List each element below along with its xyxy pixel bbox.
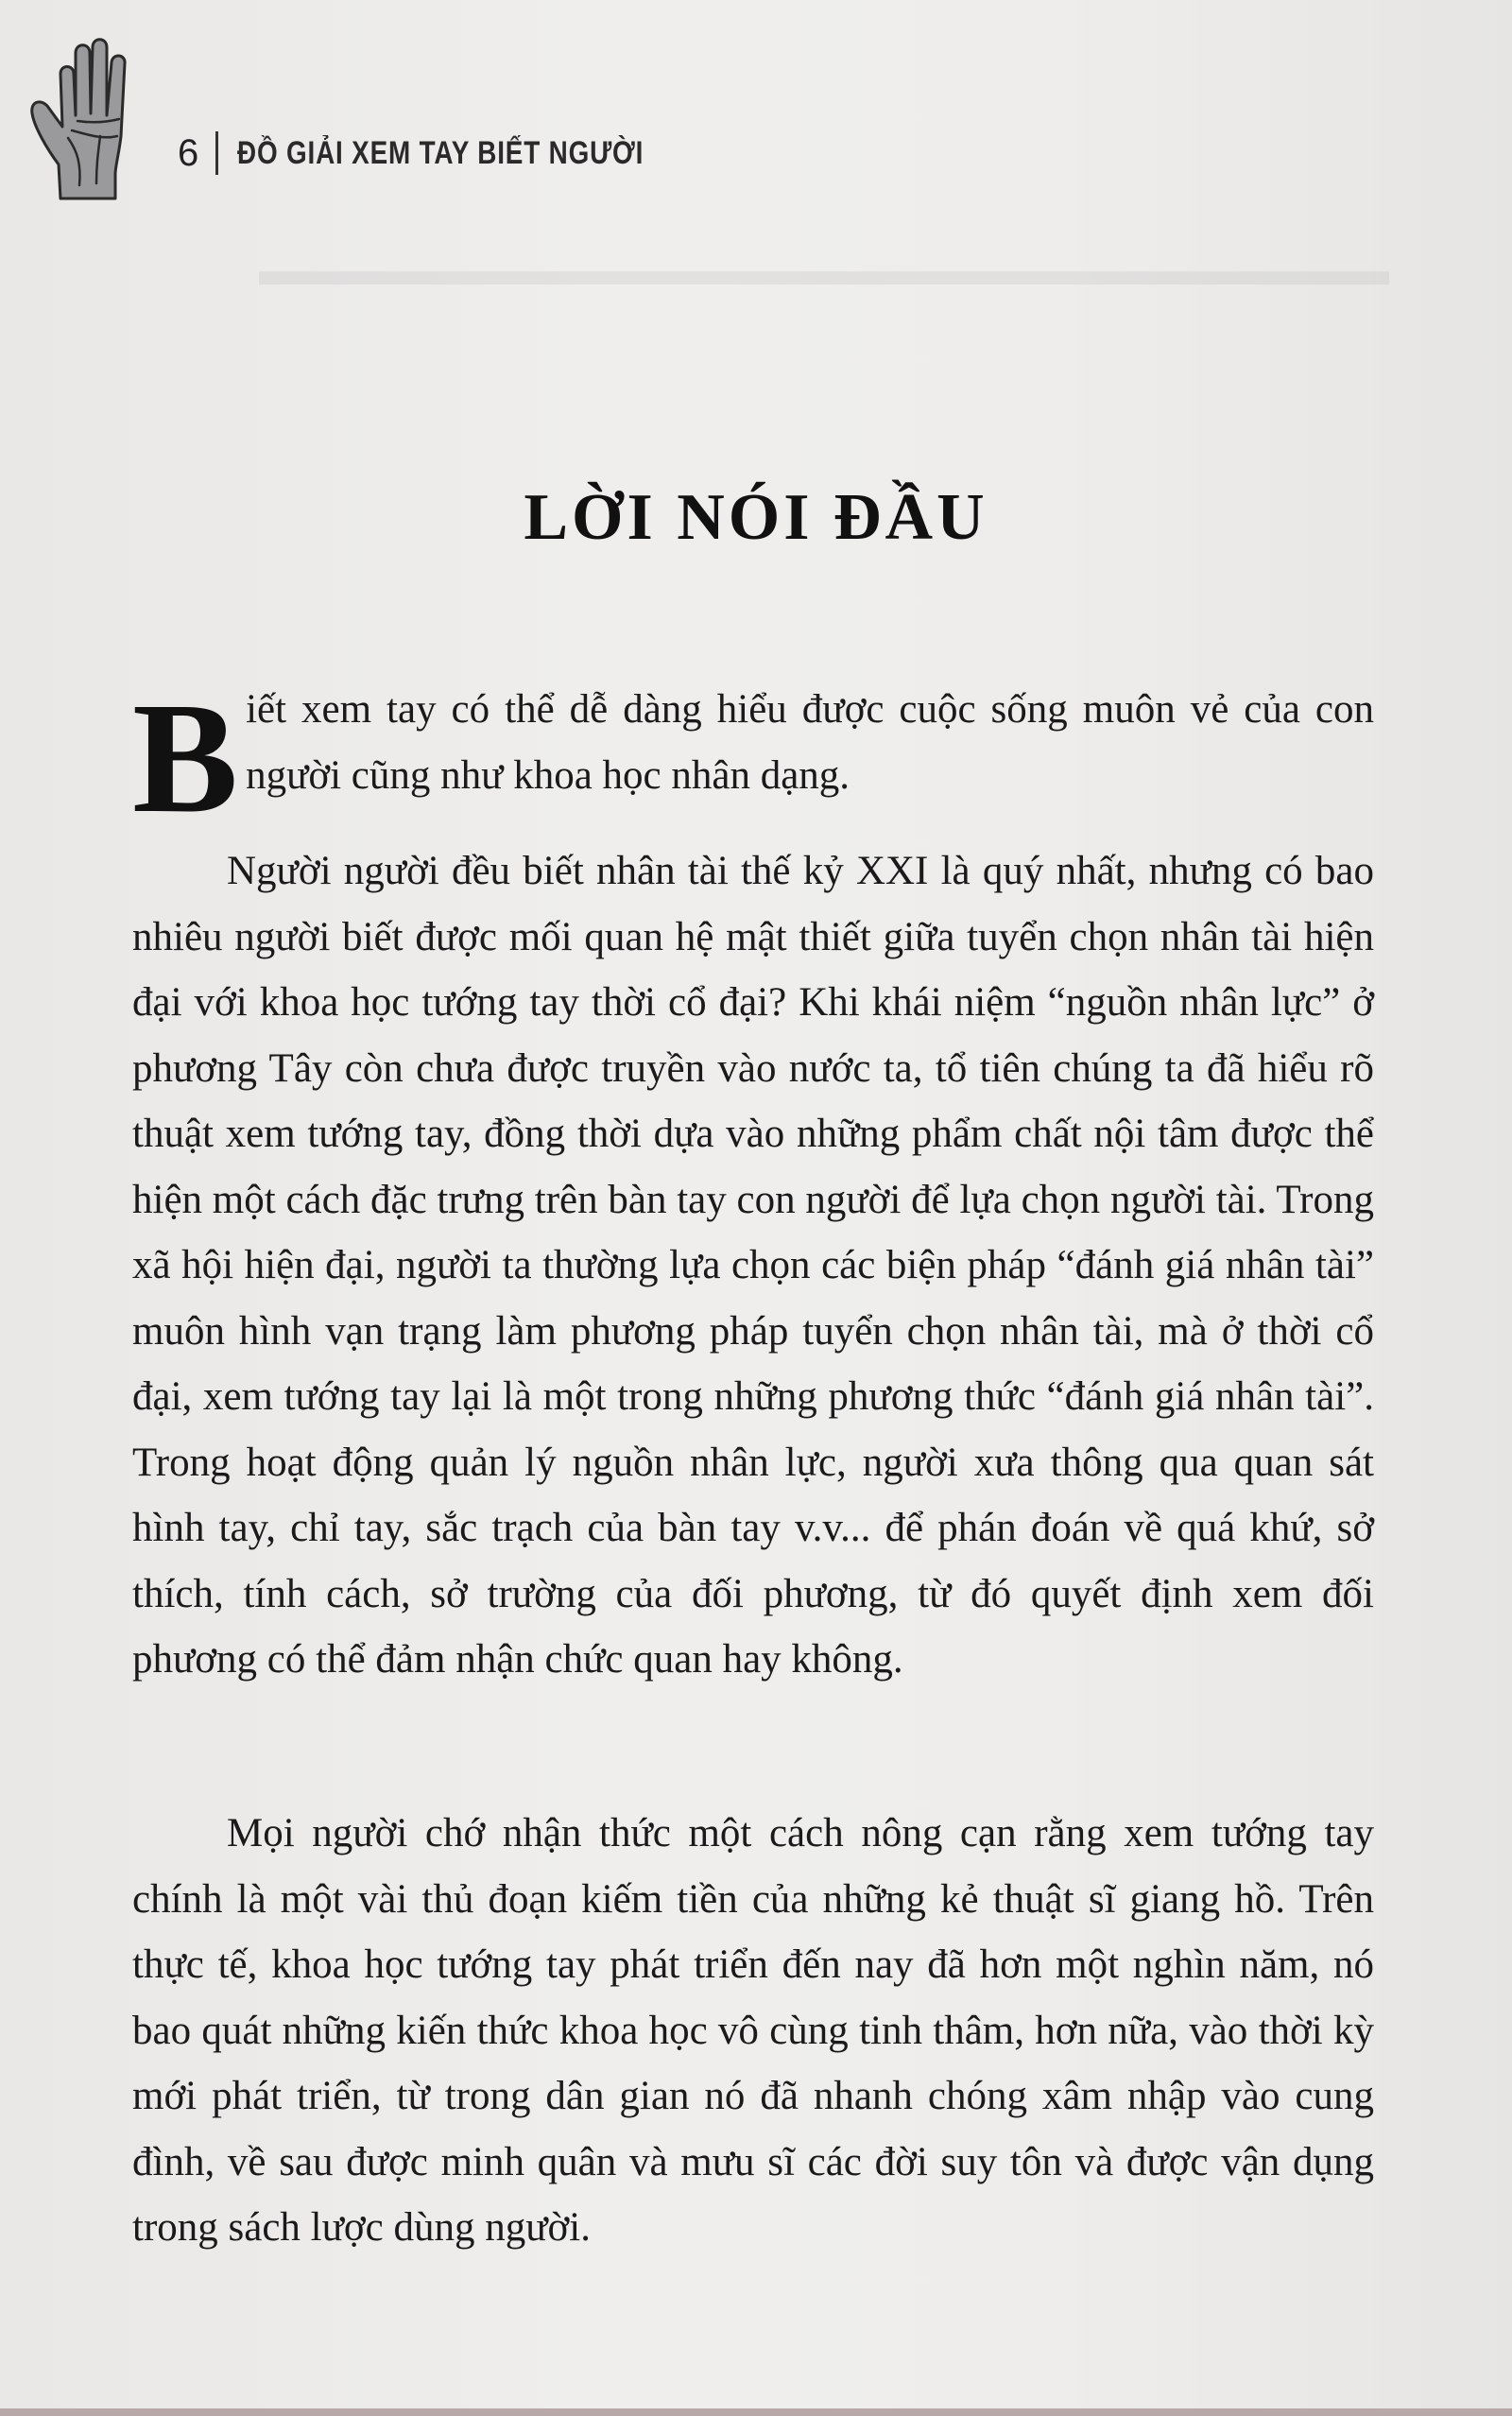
paragraph-1 <box>132 670 1374 846</box>
drop-cap: B <box>132 670 239 846</box>
palm-hand-icon <box>25 32 166 202</box>
page-edge-band <box>0 2408 1512 2416</box>
paragraph-1-text: iết xem tay có thể dễ dàng hiểu được cuộc sống muôn vẻ của con người cũng như khoa học nhân dạng. <box>246 687 1374 798</box>
paragraph-3: Mọi người chớ nhận thức một cách nông cạn rằng xem tướng tay chính là một vài thủ đoạn kiếm tiền của những kẻ thuật sĩ giang hồ. Trên thực tế, khoa học tướng tay phát triển đến nay đã hơn một nghìn năm, nó bao quát những kiến thức khoa học vô cùng tinh thâm, hơn nữa, vào thời kỳ mới phát triển, từ trong dân gian nó đã nhanh chóng xâm nhập vào cung đình, về sau được minh quân và mưu sĩ các đời suy tôn và được vận dụng trong sách lược dùng người. <box>132 1811 1374 2250</box>
bleed-through-texture: ▬▬▬▬▬▬▬▬▬▬▬▬▬▬▬▬▬▬▬▬▬▬▬▬▬▬ <box>259 246 1389 294</box>
chapter-title: LỜI NÓI ĐẦU <box>524 481 988 554</box>
paragraph-2: Người người đều biết nhân tài thế kỷ XXI là quý nhất, nhưng có bao nhiêu người biết được mối quan hệ mật thiết giữa tuyển chọn nhân tài hiện đại với khoa học tướng tay thời cổ đại? Khi khái niệm “nguồn nhân lực” ở phương Tây còn chưa được truyền vào nước ta, tổ tiên chúng ta đã hiểu rõ thuật xem tướng tay, đồng thời dựa vào những phẩm chất nội tâm được thể hiện một cách đặc trưng trên bàn tay con người để lựa chọn người tài. Trong xã hội hiện đại, người ta thường lựa chọn các biện pháp “đánh giá nhân tài” muôn hình vạn trạng làm phương pháp tuyển chọn nhân tài, mà ở thời cổ đại, xem tướng tay lại là một trong những phương thức “đánh giá nhân tài”. Trong hoạt động quản lý nguồn nhân lực, người xưa thông qua quan sát hình tay, chỉ tay, sắc trạch của bàn tay v.v... để phán đoán về quá khứ, sở thích, tính cách, sở trường của đối phương, từ đó quyết định xem đối phương có thể đảm nhận chức quan hay không. <box>132 849 1374 1682</box>
page-number: 6 <box>178 131 199 174</box>
header-divider <box>215 131 218 175</box>
book-title: ĐỒ GIẢI XEM TAY BIẾT NGƯỜI <box>237 134 644 171</box>
running-header <box>178 125 733 181</box>
